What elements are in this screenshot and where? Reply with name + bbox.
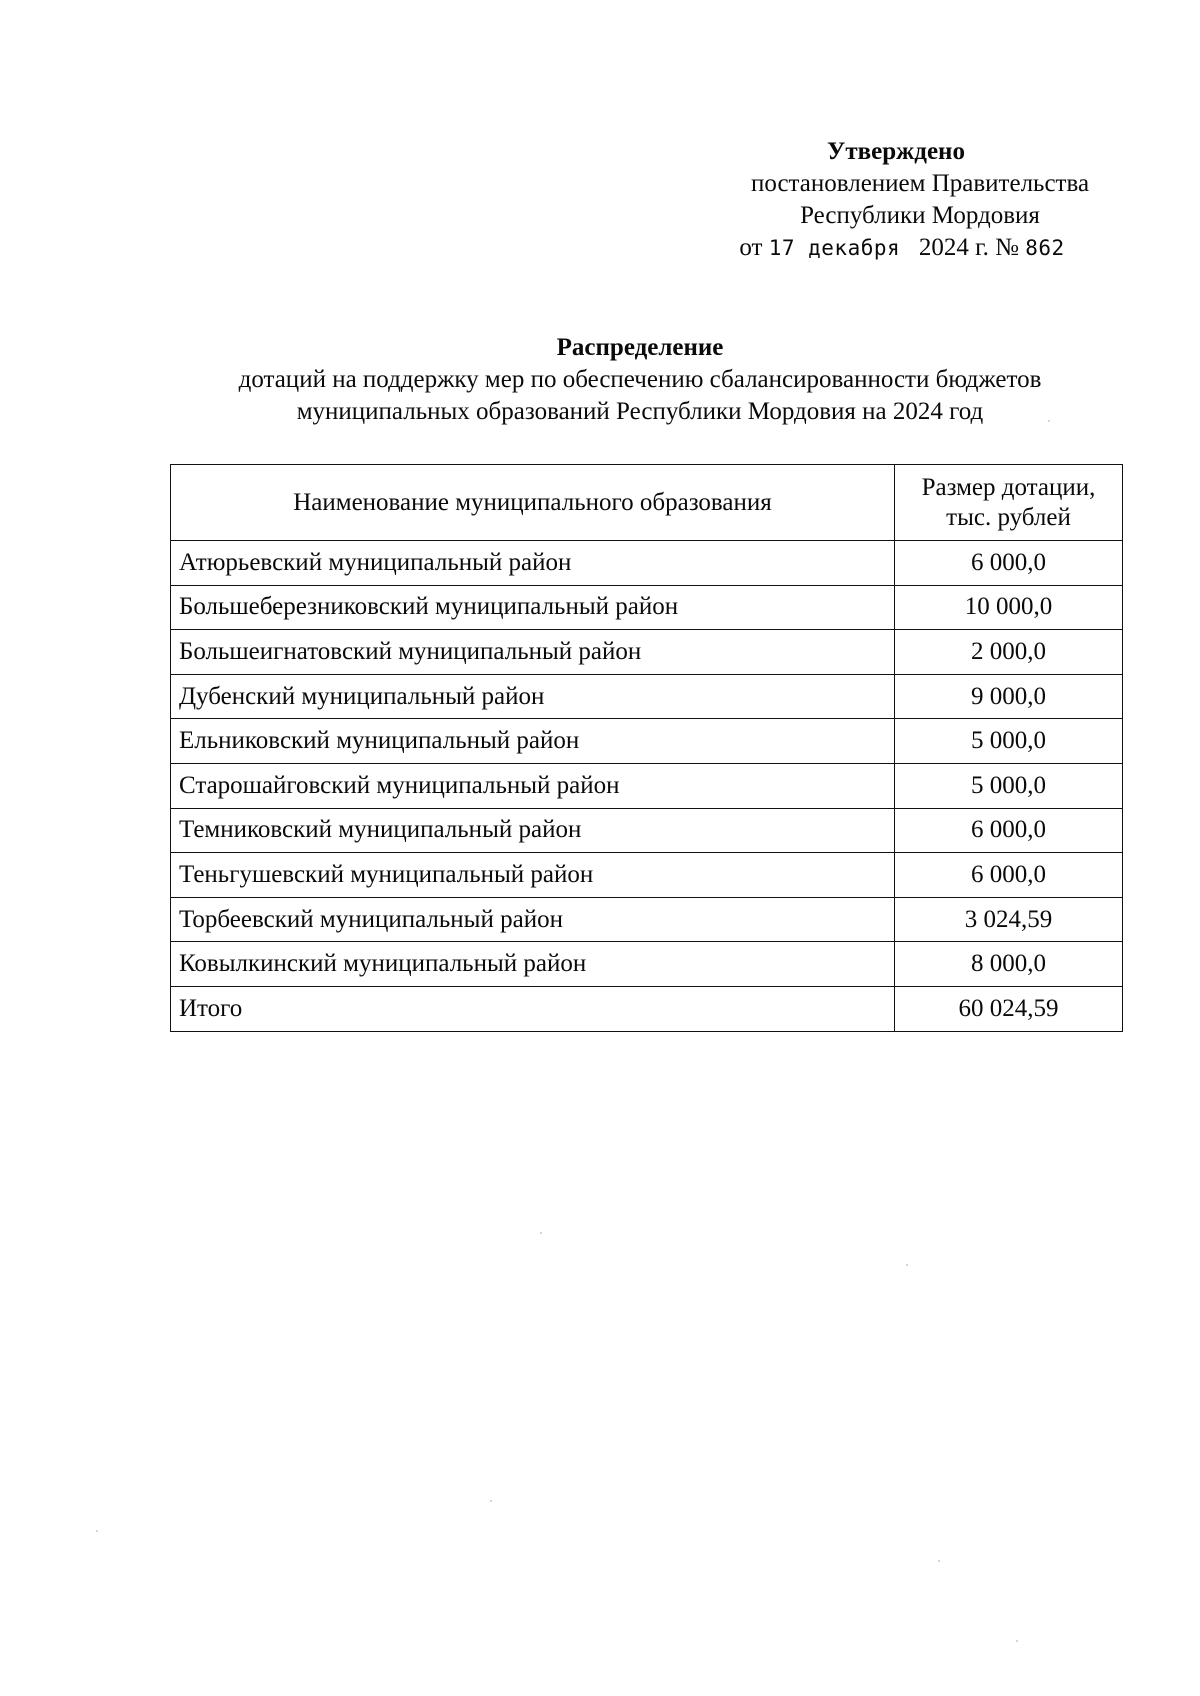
table-row [171, 897, 1123, 942]
subsidy-amount: 6 000,0 [895, 808, 1123, 853]
table-row [171, 808, 1123, 853]
header-amount-line-1: Размер дотации, [921, 473, 1096, 501]
subsidy-amount: 3 024,59 [895, 897, 1123, 942]
title-subtitle-2: муниципальных образований Республики Мордовия на 2024 год [296, 398, 984, 425]
table-row [171, 942, 1123, 987]
subsidy-amount: 8 000,0 [895, 942, 1123, 987]
title-subtitle-1: дотаций на поддержку мер по обеспечению сбалансированности бюджетов [238, 366, 1042, 393]
document-title [160, 332, 1120, 428]
header-amount-line-2: тыс. рублей [946, 503, 1071, 531]
municipality-name: Большеберезниковский муниципальный район [171, 585, 895, 630]
table-row [171, 853, 1123, 898]
table-header-row [171, 465, 1123, 541]
subsidy-amount: 10 000,0 [895, 585, 1123, 630]
municipality-name: Теньгушевский муниципальный район [171, 853, 895, 898]
subsidy-amount: 2 000,0 [895, 630, 1123, 675]
scan-speck [1048, 420, 1050, 422]
date-filled: 17 декабря [768, 236, 901, 260]
header-amount [895, 465, 1123, 541]
total-amount: 60 024,59 [895, 986, 1123, 1031]
table-total-row [171, 986, 1123, 1031]
table-row [171, 585, 1123, 630]
municipality-name: Торбеевский муниципальный район [171, 897, 895, 942]
approval-date-line [664, 232, 1140, 264]
municipality-name: Большеигнатовский муниципальный район [171, 630, 895, 675]
date-year: 2024 г. [918, 234, 989, 261]
scan-speck [96, 1530, 98, 1532]
municipality-name: Дубенский муниципальный район [171, 674, 895, 719]
municipality-name: Старошайговский муниципальный район [171, 763, 895, 808]
subsidy-amount: 9 000,0 [895, 674, 1123, 719]
table-row [171, 763, 1123, 808]
number-sign: № [995, 234, 1019, 261]
table-row [171, 674, 1123, 719]
distribution-table [170, 464, 1123, 1032]
municipality-name: Темниковский муниципальный район [171, 808, 895, 853]
subsidy-amount: 5 000,0 [895, 719, 1123, 764]
subsidy-amount: 5 000,0 [895, 763, 1123, 808]
subsidy-amount: 6 000,0 [895, 853, 1123, 898]
total-label: Итого [171, 986, 895, 1031]
municipality-name: Атюрьевский муниципальный район [171, 541, 895, 586]
document-number: 862 [1025, 236, 1065, 260]
approval-heading: Утверждено [827, 138, 965, 165]
header-name: Наименование муниципального образования [171, 465, 895, 541]
table-row [171, 630, 1123, 675]
table-row [171, 719, 1123, 764]
approval-line-1: постановлением Правительства [750, 170, 1090, 197]
title-main: Распределение [556, 334, 724, 361]
scan-speck [906, 1264, 908, 1266]
scan-speck [540, 1232, 542, 1234]
municipality-name: Ельниковский муниципальный район [171, 719, 895, 764]
approval-block [700, 136, 1140, 264]
date-prefix: от [739, 234, 763, 261]
table-body [171, 541, 1123, 1032]
approval-line-2: Республики Мордовия [800, 202, 1040, 229]
scan-speck [1016, 1640, 1018, 1642]
municipality-name: Ковылкинский муниципальный район [171, 942, 895, 987]
subsidy-amount: 6 000,0 [895, 541, 1123, 586]
table-row [171, 541, 1123, 586]
scan-speck [490, 1500, 492, 1502]
scan-speck [938, 1560, 940, 1562]
